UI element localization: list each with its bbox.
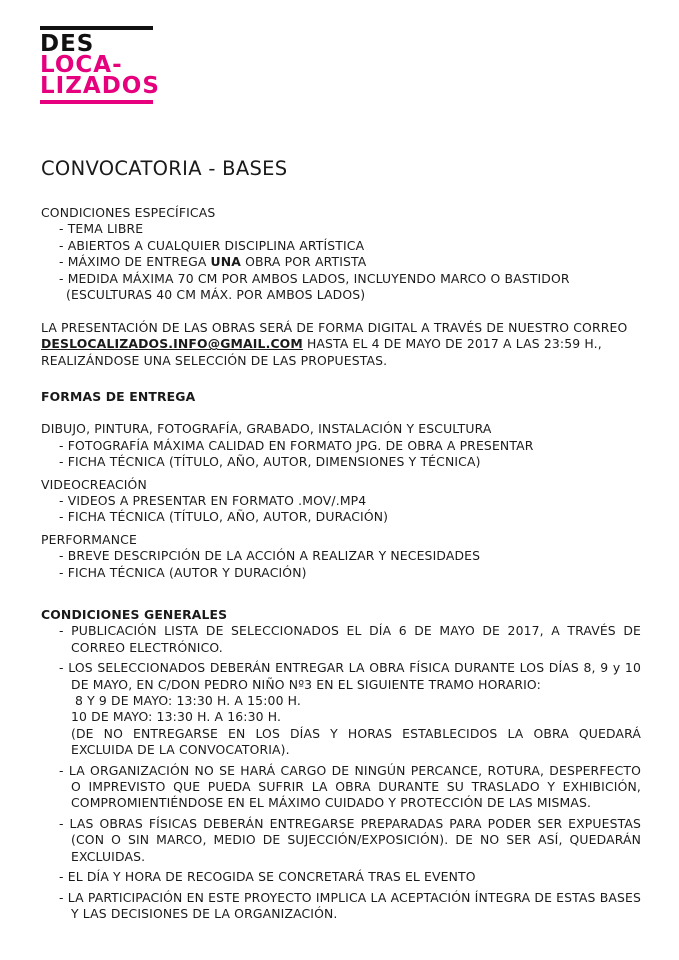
presentation-line <box>41 336 641 352</box>
specific-note: (ESCULTURAS 40 CM MÁX. POR AMBOS LADOS) <box>66 287 366 303</box>
deslocalizados-logo <box>40 26 160 104</box>
general-item: - LA ORGANIZACIÓN NO SE HARÁ CARGO DE NINGÚN PERCANCE, ROTURA, DESPERFECTO O IMPREVISTO QUE PUEDA SUFRIR LA OBRA DURANTE SU TRASLADO Y EXHIBICIÓN, COMPROMIENTIÉNDOSE EN EL MÁXIMO CUIDADO Y PROTECCIÓN DE LAS MISMAS. <box>59 762 641 811</box>
delivery-heading: FORMAS DE ENTREGA <box>41 389 196 404</box>
logo-line-lizados: LIZADOS <box>40 73 160 99</box>
specific-item-text: - MÁXIMO DE ENTREGA <box>59 254 211 270</box>
logo-line-des: DES <box>40 31 95 57</box>
presentation-paragraph <box>41 320 641 369</box>
general-item-note: (DE NO ENTREGARSE EN LOS DÍAS Y HORAS ESTABLECIDOS LA OBRA QUEDARÁ EXCLUIDA DE LA CONVOCATORIA). <box>71 725 641 758</box>
general-item: - LAS OBRAS FÍSICAS DEBERÁN ENTREGARSE PREPARADAS PARA PODER SER EXPUESTAS (CON O SIN MARCO, MEDIO DE SUJECCIÓN/EXPOSICIÓN). DE NO SER ASÍ, QUEDARÁN EXCLUIDAS. <box>59 815 641 864</box>
specific-item: - MEDIDA MÁXIMA 70 CM POR AMBOS LADOS, INCLUYENDO MARCO O BASTIDOR <box>59 270 570 286</box>
delivery-group-title: DIBUJO, PINTURA, FOTOGRAFÍA, GRABADO, INSTALACIÓN Y ESCULTURA <box>41 421 492 437</box>
delivery-item: - BREVE DESCRIPCIÓN DE LA ACCIÓN A REALIZAR Y NECESIDADES <box>59 548 481 564</box>
presentation-line: LA PRESENTACIÓN DE LAS OBRAS SERÁ DE FORMA DIGITAL A TRAVÉS DE NUESTRO CORREO <box>41 320 628 335</box>
delivery-group-title: VIDEOCREACIÓN <box>41 476 147 492</box>
specific-item: - ABIERTOS A CUALQUIER DISCIPLINA ARTÍSTICA <box>59 237 365 253</box>
general-item <box>41 660 641 758</box>
logo-bottom-bar <box>40 100 153 104</box>
specific-item-emphasis: UNA <box>210 254 242 270</box>
general-item-text: - LOS SELECCIONADOS DEBERÁN ENTREGAR LA OBRA FÍSICA DURANTE LOS DÍAS 8, 9 y 10 DE MAYO, EN C/DON PEDRO NIÑO Nº3 EN EL SIGUIENTE TRAMO HORARIO: <box>59 660 641 692</box>
delivery-item: - VIDEOS A PRESENTAR EN FORMATO .MOV/.MP4 <box>59 493 367 509</box>
delivery-item: - FICHA TÉCNICA (TÍTULO, AÑO, AUTOR, DIMENSIONES Y TÉCNICA) <box>59 454 481 470</box>
logo-top-bar <box>40 26 153 30</box>
schedule-line: 8 Y 9 DE MAYO: 13:30 H. A 15:00 H. <box>75 693 302 709</box>
delivery-item: - FICHA TÉCNICA (TÍTULO, AÑO, AUTOR, DURACIÓN) <box>59 509 389 525</box>
general-conditions-heading: CONDICIONES GENERALES <box>41 607 228 622</box>
general-item: - PUBLICACIÓN LISTA DE SELECCIONADOS EL DÍA 6 DE MAYO DE 2017, A TRAVÉS DE CORREO ELECTRÓNICO. <box>59 623 641 655</box>
general-item: - LA PARTICIPACIÓN EN ESTE PROYECTO IMPLICA LA ACEPTACIÓN ÍNTEGRA DE ESTAS BASES Y LAS DECISIONES DE LA ORGANIZACIÓN. <box>59 889 641 921</box>
presentation-line: REALIZÁNDOSE UNA SELECCIÓN DE LAS PROPUESTAS. <box>41 352 388 368</box>
specific-conditions-heading: CONDICIONES ESPECÍFICAS <box>41 205 216 220</box>
schedule-line: 10 DE MAYO: 13:30 H. A 16:30 H. <box>71 709 282 725</box>
delivery-section <box>41 389 641 581</box>
delivery-item: - FOTOGRAFÍA MÁXIMA CALIDAD EN FORMATO JPG. DE OBRA A PRESENTAR <box>59 437 534 453</box>
general-item: - EL DÍA Y HORA DE RECOGIDA SE CONCRETARÁ TRAS EL EVENTO <box>59 869 476 885</box>
page-title: CONVOCATORIA - BASES <box>41 157 288 180</box>
email-link[interactable]: DESLOCALIZADOS.INFO@GMAIL.COM <box>41 336 303 352</box>
general-conditions-section <box>41 607 641 926</box>
delivery-item: - FICHA TÉCNICA (AUTOR Y DURACIÓN) <box>59 564 307 580</box>
specific-item: - TEMA LIBRE <box>59 221 144 237</box>
specific-item <box>41 254 641 270</box>
specific-item-text: OBRA POR ARTISTA <box>241 254 367 270</box>
logo-line-loca: LOCA- <box>40 52 123 78</box>
specific-conditions-section <box>41 205 641 303</box>
delivery-group-title: PERFORMANCE <box>41 531 137 547</box>
presentation-text: HASTA EL 4 DE MAYO DE 2017 A LAS 23:59 H., <box>302 336 602 352</box>
